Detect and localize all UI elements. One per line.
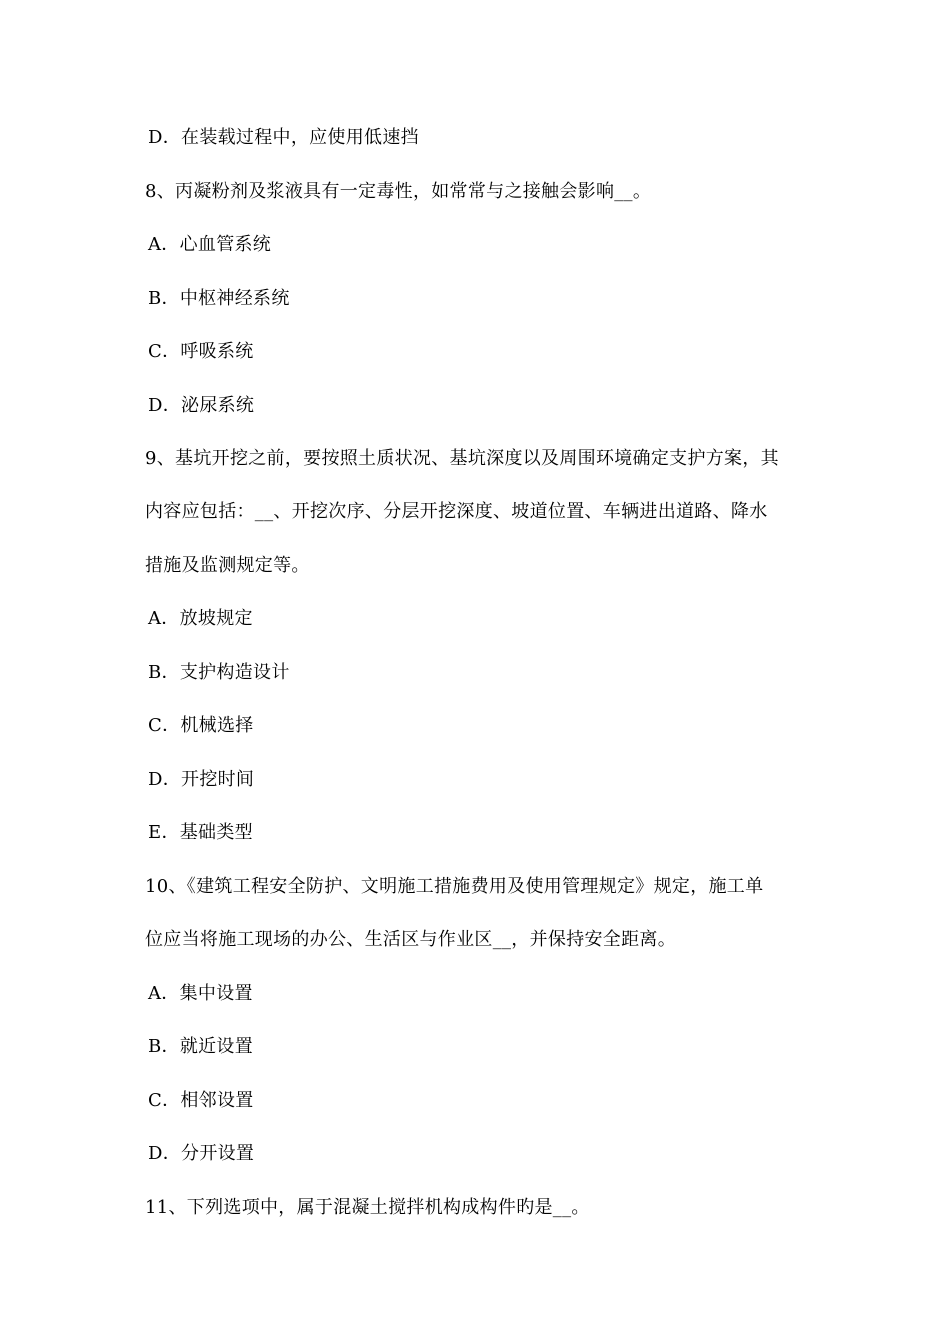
q9-option-b: B．支护构造设计 (148, 662, 290, 683)
q9-option-e: E．基础类型 (148, 822, 253, 843)
q8-stem: 8、丙凝粉剂及浆液具有一定毒性，如常常与之接触会影响__。 (145, 181, 652, 202)
q7-option-d: D．在装载过程中，应使用低速挡 (148, 127, 419, 148)
q9-stem-line-3: 措施及监测规定等。 (145, 555, 310, 576)
q8-option-b: B．中枢神经系统 (148, 288, 290, 309)
q8-option-c: C．呼吸系统 (148, 341, 254, 362)
q9-option-d: D．开挖时间 (148, 769, 255, 790)
q10-stem-line-2: 位应当将施工现场的办公、生活区与作业区__，并保持安全距离。 (145, 929, 676, 950)
q9-stem-line-1: 9、基坑开挖之前，要按照土质状况、基坑深度以及周围环境确定支护方案，其 (145, 448, 779, 469)
q10-option-b: B．就近设置 (148, 1036, 254, 1057)
q9-stem-line-2: 内容应包括：__、开挖次序、分层开挖深度、坡道位置、车辆进出道路、降水 (145, 501, 768, 522)
q8-option-a: A．心血管系统 (148, 234, 272, 255)
q10-option-c: C．相邻设置 (148, 1090, 254, 1111)
q8-option-d: D．泌尿系统 (148, 395, 255, 416)
q11-stem: 11、下列选项中，属于混凝土搅拌机构成构件旳是__。 (145, 1197, 590, 1218)
q10-option-a: A．集中设置 (148, 983, 253, 1004)
q10-stem-line-1: 10、《建筑工程安全防护、文明施工措施费用及使用管理规定》规定，施工单 (145, 876, 764, 897)
q9-option-c: C．机械选择 (148, 715, 254, 736)
q9-option-a: A．放坡规定 (148, 608, 253, 629)
q10-option-d: D．分开设置 (148, 1143, 255, 1164)
